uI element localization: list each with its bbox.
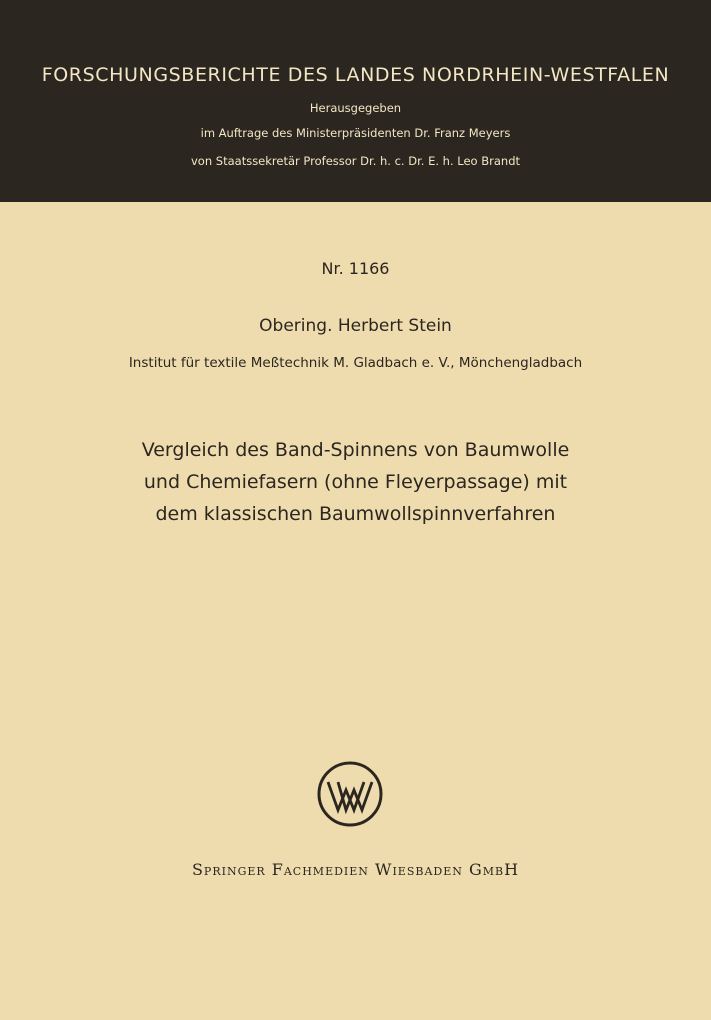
editor-line-3: von Staatssekretär Professor Dr. h. c. Dr. E. h. Leo Brandt bbox=[191, 154, 520, 168]
series-title: FORSCHUNGSBERICHTE DES LANDES NORDRHEIN-WESTFALEN bbox=[41, 64, 670, 86]
editor-line-2: im Auftrage des Ministerpräsidenten Dr. Franz Meyers bbox=[200, 126, 511, 140]
publisher-name: Springer Fachmedien Wiesbaden GmbH bbox=[191, 860, 520, 879]
report-title bbox=[0, 434, 711, 530]
title-line-1: Vergleich des Band-Spinnens von Baumwolle bbox=[141, 439, 570, 461]
report-number: Nr. 1166 bbox=[321, 259, 390, 278]
title-line-3: dem klassischen Baumwollspinnverfahren bbox=[155, 503, 556, 525]
author-name: Obering. Herbert Stein bbox=[259, 316, 452, 336]
institute-name: Institut für textile Meßtechnik M. Gladbach e. V., Mönchengladbach bbox=[128, 355, 583, 371]
editor-line-1: Herausgegeben bbox=[309, 101, 402, 115]
title-line-2: und Chemiefasern (ohne Fleyerpassage) mit bbox=[143, 471, 568, 493]
header-band bbox=[0, 0, 711, 202]
springer-ww-logo-icon bbox=[316, 760, 384, 828]
